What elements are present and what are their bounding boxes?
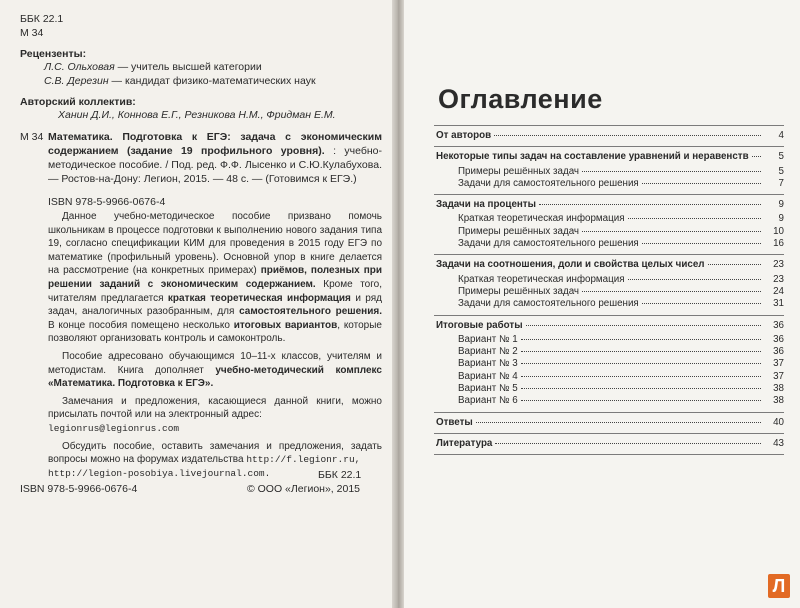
toc-chapter[interactable] <box>436 320 784 332</box>
toc-page-number: 9 <box>778 199 784 211</box>
toc-subsection[interactable] <box>458 213 784 225</box>
toc-page-number: 23 <box>773 273 784 285</box>
toc-subsection[interactable] <box>458 383 784 395</box>
toc-leader <box>628 218 762 219</box>
author-mark: М 34 <box>20 27 44 39</box>
toc-page-number: 31 <box>773 298 784 310</box>
toc-section <box>434 413 784 434</box>
toc-label: Итоговые работы <box>436 319 523 331</box>
toc-leader <box>521 351 761 352</box>
toc-section <box>434 126 784 147</box>
toc-page-number: 23 <box>773 259 784 271</box>
toc-section <box>434 255 784 315</box>
toc-leader <box>521 339 761 340</box>
toc-leader <box>642 303 761 304</box>
toc-label: Задачи на соотношения, доли и свойства целых чисел <box>436 259 705 271</box>
toc-label: Краткая теоретическая информация <box>458 273 625 285</box>
toc-subsection[interactable] <box>458 395 784 407</box>
toc-label: Вариант № 6 <box>458 395 518 407</box>
toc-chapter[interactable] <box>436 151 784 163</box>
toc-label: От авторов <box>436 130 492 141</box>
toc-label: Задачи на проценты <box>436 199 536 211</box>
authors-label: Авторский коллектив: <box>20 96 136 108</box>
toc-section <box>434 316 784 413</box>
toc-subsection[interactable] <box>458 334 784 346</box>
toc-title: Оглавление <box>438 84 603 114</box>
toc-label: Примеры решённых задач <box>458 165 580 177</box>
toc-page-number: 36 <box>773 346 784 358</box>
toc-leader <box>521 388 761 389</box>
toc-leader <box>708 264 761 265</box>
toc-leader <box>642 243 761 244</box>
toc-leader <box>495 443 761 444</box>
toc-label: Литература <box>436 437 493 449</box>
toc-page-number: 16 <box>773 238 784 250</box>
footer-isbn: ISBN 978-5-9966-0676-4 <box>20 483 138 495</box>
entry-text <box>48 130 382 186</box>
toc-subsection[interactable] <box>458 346 784 358</box>
toc-leader <box>521 376 761 377</box>
toc-page-number: 43 <box>773 437 784 449</box>
reviewer-1 <box>20 60 382 74</box>
book-gutter <box>392 0 404 608</box>
right-page <box>404 0 800 608</box>
toc-section <box>434 195 784 255</box>
toc-leader <box>521 363 761 364</box>
toc-label: Вариант № 1 <box>458 333 518 345</box>
toc-leader <box>628 279 762 280</box>
reviewer-name: Л.С. Ольховая <box>44 61 115 73</box>
copyright: © ООО «Легион», 2015 <box>246 483 360 495</box>
toc-leader <box>539 204 761 205</box>
annotation-paragraph: Данное учебно-методическое пособие призвано помочь школьникам в процессе подготовки к выполнению нового задания типа 19, согласно спецификации КИМ для проведения в 2015 году ЕГЭ по математике (профильный уровень). Основной упор в книге делается на рассмотрение (на конкретных примерах) приёмов, полезных при решении заданий с экономическим содержанием. Кроме того, читателям предлагается краткая теоретическая информация и ряд задач, аналогичных разобранным, для самостоятельного решения. В конце пособия помещено несколько итоговых вариантов, которые позволяют организовать контроль и самоконтроль. <box>48 211 383 345</box>
toc-chapter[interactable] <box>436 438 784 450</box>
toc-subsection[interactable] <box>458 238 784 250</box>
toc-page-number: 5 <box>778 151 784 163</box>
toc-label: Некоторые типы задач на составление уравнений и неравенств <box>436 151 749 163</box>
toc-label: Вариант № 4 <box>458 370 518 382</box>
toc-page-number: 37 <box>773 358 784 370</box>
forum-link[interactable]: http://f.legionr.ru, <box>246 454 361 466</box>
toc-page-number: 37 <box>773 370 784 382</box>
toc-label: Задачи для самостоятельного решения <box>458 298 639 310</box>
toc-page-number: 7 <box>778 177 784 189</box>
reviewers-label: Рецензенты: <box>20 48 87 60</box>
toc-page-number: 9 <box>778 213 784 225</box>
reviewer-name: С.В. Дерезин <box>44 75 109 87</box>
bbk-code-bottom: ББК 22.1 <box>318 469 362 481</box>
publisher-logo-icon: Л <box>768 574 790 598</box>
toc-leader <box>582 171 761 172</box>
toc-label: Примеры решённых задач <box>458 225 580 237</box>
entry-code: М 34 <box>20 131 44 143</box>
toc-page-number: 10 <box>773 225 784 237</box>
reviewer-role: — учитель высшей категории <box>114 61 262 73</box>
toc-chapter[interactable] <box>436 199 784 211</box>
toc-subsection[interactable] <box>458 358 784 370</box>
isbn: ISBN 978-5-9966-0676-4 <box>48 196 166 208</box>
catalog-entry <box>20 130 382 186</box>
toc-leader <box>582 291 761 292</box>
toc-page-number: 5 <box>778 165 784 177</box>
toc-leader <box>582 231 761 232</box>
reviewer-role: — кандидат физико-математических наук <box>108 75 316 87</box>
toc-leader <box>526 325 761 326</box>
toc-leader <box>521 400 761 401</box>
toc-label: Задачи для самостоятельного решения <box>458 177 639 189</box>
authors: Ханин Д.И., Коннова Е.Г., Резникова Н.М., Фридман Е.М. <box>58 109 336 121</box>
toc-label: Задачи для самостоятельного решения <box>458 238 639 250</box>
toc-leader <box>494 135 761 136</box>
toc-leader <box>476 422 761 423</box>
toc-subsection[interactable] <box>458 274 784 286</box>
forum-paragraph: Обсудить пособие, оставить замечания и предложения, задать вопросы можно на форумах издательства http://f.legionr.ru, http://legion-posobiya.livejournal.com. <box>48 440 382 479</box>
toc-subsection[interactable] <box>458 226 784 238</box>
toc-page-number: 36 <box>773 319 784 331</box>
toc-page-number: 38 <box>773 383 784 395</box>
toc-subsection[interactable] <box>458 166 784 178</box>
toc-chapter[interactable] <box>436 417 784 429</box>
entry-title: Математика. Подготовка к ЕГЭ: задача с экономическим содержанием (задание 19 профильного уровня). <box>48 131 382 157</box>
toc-label: Вариант № 2 <box>458 346 518 358</box>
toc-chapter[interactable] <box>436 259 784 271</box>
toc-section <box>434 147 784 195</box>
toc-page-number: 24 <box>773 285 784 297</box>
table-of-contents <box>434 126 784 455</box>
toc-label: Ответы <box>436 416 473 428</box>
toc-leader <box>752 156 761 157</box>
reviewer-2 <box>20 74 382 88</box>
blog-link[interactable]: http://legion-posobiya.livejournal.com. <box>48 467 271 479</box>
toc-page-number: 36 <box>773 333 784 345</box>
left-page <box>0 0 392 608</box>
toc-leader <box>642 183 761 184</box>
toc-subsection[interactable] <box>458 286 784 298</box>
imprint-footer <box>20 483 360 495</box>
toc-chapter[interactable] <box>436 130 784 142</box>
entry-rest: : учебно-методическое пособие. / Под. ред. Ф.Ф. Лысенко и С.Ю.Кулабухова. — Ростов-на-Дону: Легион, 2015. — 48 с. — (Готовимся к ЕГЭ.) <box>48 145 383 185</box>
audience-paragraph: Пособие адресовано обучающимся 10–11-х классов, учителям и методистам. Книга дополняет учебно-методический комплекс «Математика. Подготовка к ЕГЭ». <box>48 350 382 390</box>
bbk-code: ББК 22.1 <box>20 13 64 25</box>
toc-section <box>434 434 784 455</box>
toc-subsection[interactable] <box>458 371 784 383</box>
toc-label: Примеры решённых задач <box>458 285 580 297</box>
feedback-paragraph: Замечания и предложения, касающиеся данной книги, можно присылать почтой или на электронный адрес: legionrus@legionrus.com <box>48 395 382 434</box>
toc-page-number: 40 <box>773 416 784 428</box>
email-link[interactable]: legionrus@legionrus.com <box>48 422 180 434</box>
toc-subsection[interactable] <box>458 298 784 310</box>
toc-label: Краткая теоретическая информация <box>458 213 625 225</box>
toc-subsection[interactable] <box>458 178 784 190</box>
toc-page-number: 38 <box>773 395 784 407</box>
toc-label: Вариант № 5 <box>458 383 518 395</box>
toc-label: Вариант № 3 <box>458 358 518 370</box>
toc-page-number: 4 <box>778 130 784 141</box>
